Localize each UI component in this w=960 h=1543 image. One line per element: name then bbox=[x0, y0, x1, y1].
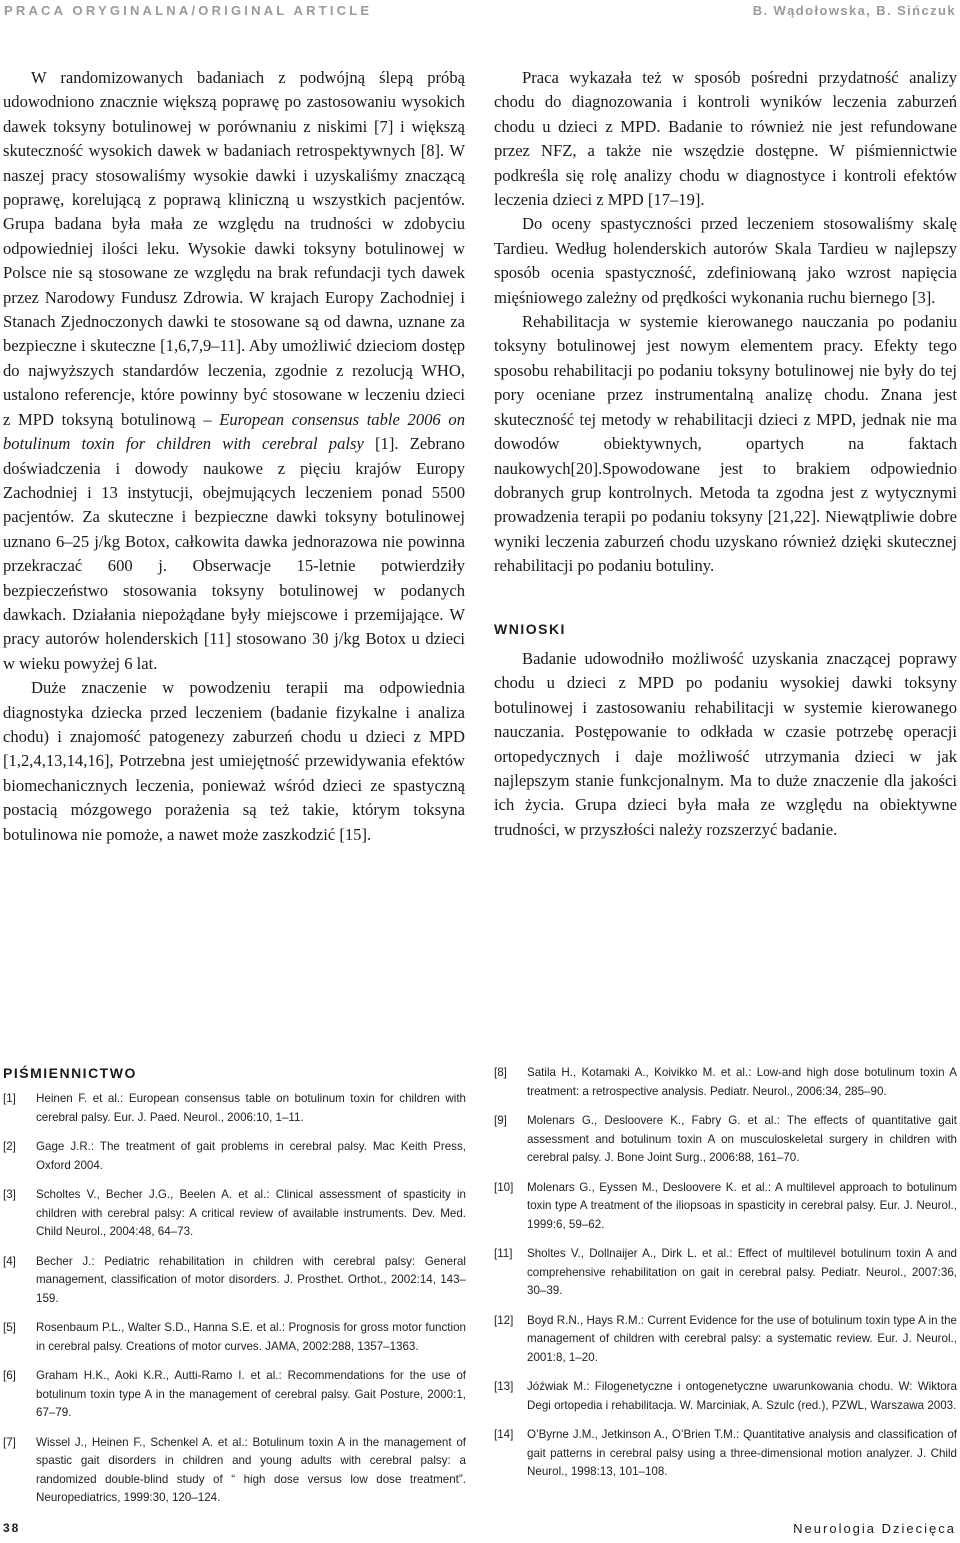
reference-number: [4] bbox=[3, 1254, 16, 1268]
reference-number: [8] bbox=[494, 1066, 507, 1079]
reference-text: Wissel J., Heinen F., Schenkel A. et al.: Botulinum toxin A in the management of spastic gait disorders in children and young adults with cerebral palsy: a randomized double-blind study of “ high dose versus low dose treatment”. Neuropediatrics, 1999:30, 120–124. bbox=[36, 1435, 466, 1504]
reference-text: Heinen F. et al.: European consensus table on botulinum toxin for children with cerebral palsy. Eur. J. Paed. Neurol., 2006:10, 1–11. bbox=[36, 1092, 466, 1124]
conclusions-heading: WNIOSKI bbox=[494, 620, 566, 637]
reference-item bbox=[3, 1138, 466, 1175]
paragraph-text: W randomizowanych badaniach z podwójną ślepą próbą udowodniono znacznie większą poprawę po zastosowaniu wysokich dawek toksyny botulinowej w porównaniu z niskimi [7] i większą skuteczność wysokich dawek w badaniach retrospektywnych [8]. W naszej pracy stosowaliśmy wysokie dawki i uzyskaliśmy znaczącą poprawę, korelującą z poprawą kliniczną u wszystkich pacjentów. Grupa badana była mała ze względu na trudności w zdobyciu odpowiedniej ilości leku. Wysokie dawki toksyny botulinowej w Polsce nie są stosowane ze względu na brak refundacji tych dawek przez Narodowy Fundusz Zdrowia. W krajach Europy Zachodniej i Stanach Zjednoczonych dawki te stosowane są od dawna, uznane za bezpieczne i skuteczne [1,6,7,9–11]. Aby umożliwić dzieciom dostęp do najwyższych standardów leczenia, zgodnie z rezolucją WHO, ustalono referencje, które powinny być stosowane w leczeniu dzieci z MPD toksyną botulinową – bbox=[3, 68, 465, 429]
italic-citation: European consensus table 2006 on botulinum toxin for children with cerebral palsy bbox=[3, 409, 465, 454]
reference-number: [3] bbox=[3, 1188, 16, 1201]
reference-text: Sholtes V., Dollnaijer A., Dirk L. et al.: Effect of multilevel botulinum toxin A and comprehensive rehabilitation on gait in cerebral palsy. Pediatr. Neurol., 2007:36, 30–39. bbox=[527, 1247, 957, 1297]
reference-text: Becher J.: Pediatric rehabilitation in children with cerebral palsy: General management, classification of motor disorders. J. Prosthet. Orthot., 2002:14, 143–159. bbox=[36, 1254, 466, 1305]
reference-item bbox=[3, 1090, 466, 1127]
journal-name: Neurologia Dziecięca bbox=[793, 1521, 956, 1536]
reference-item bbox=[3, 1367, 466, 1423]
reference-text: Molenars G., Desloovere K., Fabry G. et al.: The effects of quantitative gait assessment and botulinum toxin A on musculoskeletal surgery in children with cerebral palsy. J. Bone Joint Surg., 2006:88, 161–70. bbox=[527, 1114, 957, 1164]
reference-item bbox=[3, 1319, 466, 1356]
reference-text: O’Byrne J.M., Jetkinson A., O’Brien T.M.: Quantitative analysis and classification of gait patterns in cerebral palsy using a three-dimensional motion analyzer. J. Child Neurol., 1998:13, 101–108. bbox=[527, 1428, 957, 1478]
left-text-column bbox=[3, 66, 465, 847]
reference-item bbox=[3, 1253, 466, 1309]
reference-number: [1] bbox=[3, 1092, 16, 1105]
reference-number: [14] bbox=[494, 1428, 514, 1441]
paragraph: Do oceny spastyczności przed leczeniem stosowaliśmy skalę Tardieu. Według holenderskich autorów Skala Tardieu w najlepszy sposób ocenia spastyczność, zdefiniowaną jako wzrost napięcia mięśniowego zależny od prędkości wykonania ruchu biernego [3]. bbox=[494, 214, 957, 307]
reference-number: [2] bbox=[3, 1140, 16, 1153]
running-header-authors: B. Wądołowska, B. Sińczuk bbox=[752, 3, 956, 18]
reference-item bbox=[3, 1186, 466, 1242]
reference-number: [6] bbox=[3, 1369, 16, 1382]
reference-number: [7] bbox=[3, 1435, 16, 1449]
paragraph bbox=[3, 66, 465, 676]
reference-text: Molenars G., Eyssen M., Desloovere K. et al.: A multilevel approach to botulinum toxin type A treatment of the iliopsoas in spasticity in cerebral palsy. Eur. J. Neurol., 1999:6, 59–62. bbox=[527, 1180, 957, 1231]
reference-text: Rosenbaum P.L., Walter S.D., Hanna S.E. et al.: Prognosis for gross motor function in cerebral palsy. Creations of motor curves. JAMA, 2002:288, 1357–1363. bbox=[36, 1321, 466, 1353]
reference-number: [11] bbox=[494, 1247, 513, 1260]
reference-item bbox=[494, 1245, 957, 1301]
reference-item bbox=[494, 1312, 957, 1368]
reference-item bbox=[3, 1434, 466, 1508]
reference-item bbox=[494, 1064, 957, 1101]
reference-text: Satila H., Kotamaki A., Koivikko M. et al.: Low-and high dose botulinum toxin A treatment: a retrospective analysis. Pediatr. Neurol., 2006:34, 285–90. bbox=[527, 1066, 957, 1098]
reference-text: Graham H.K., Aoki K.R., Autti-Ramo I. et al.: Recommendations for the use of botulinum toxin type A in the management of cerebral palsy. Gait Posture, 2000:1, 67–79. bbox=[36, 1369, 466, 1419]
page-number: 38 bbox=[3, 1521, 21, 1535]
reference-number: [12] bbox=[494, 1313, 514, 1327]
paragraph: Rehabilitacja w systemie kierowanego nauczania po podaniu toksyny botulinowej jest nowym elementem pracy. Efekty tego sposobu rehabilitacji po podaniu toksyny botulinowej nie były do tej pory oceniane przez instrumentalną analizę chodu. Znana jest skuteczność tej metody w rehabilitacji dzieci z MPD, jednak nie ma dowodów obiektywnych, opartych na faktach naukowych[20].Spowodowane jest to brakiem odpowiednio dobranych grup kontrolnych. Metoda ta zgodna jest z wytycznymi prowadzenia terapii po podaniu toksyny [21,22]. Niewątpliwie dobre wyniki leczenia zaburzeń chodu uzyskano również dzięki skutecznej rehabilitacji po podaniu botuliny. bbox=[494, 312, 957, 576]
right-text-column bbox=[494, 66, 957, 842]
paragraph-text: [1]. Zebrano doświadczenia i dowody naukowe z pięciu krajów Europy Zachodniej i 13 instytucji, obejmujących leczeniem ponad 5500 pacjentów. Za skuteczne i bezpieczne dawki toksyny botulinowej uznano 6–25 j/kg Botox, całkowita dawka jednorazowa nie powinna przekraczać 600 j. Obserwacje 15-letnie potwierdziły bezpieczeństwo stosowania toksyny botulinowej w podanych dawkach. Działania niepożądane były miejscowe i przemijające. W pracy autorów holenderskich [11] stosowano 30 j/kg Botox u dzieci w wieku powyżej 6 lat. bbox=[3, 434, 465, 673]
references-list-left bbox=[3, 1090, 466, 1519]
reference-number: [13] bbox=[494, 1380, 514, 1393]
reference-text: Scholtes V., Becher J.G., Beelen A. et al.: Clinical assessment of spasticity in children with cerebral palsy: A critical review of available instruments. Dev. Med. Child Neurol., 2004:48, 64–73. bbox=[36, 1188, 466, 1238]
reference-item bbox=[494, 1179, 957, 1235]
paragraph: Praca wykazała też w sposób pośredni przydatność analizy chodu do diagnozowania i kontroli wyników leczenia zaburzeń chodu u dzieci z MPD. Badanie to również nie jest refundowane przez NFZ, a także nie wszędzie dostępne. W piśmiennictwie podkreśla się rolę analizy chodu w diagnostyce i kontroli efektów leczenia dzieci z MPD [17–19]. bbox=[494, 68, 957, 210]
reference-item bbox=[494, 1378, 957, 1415]
reference-number: [5] bbox=[3, 1321, 16, 1334]
references-list-right bbox=[494, 1064, 957, 1493]
references-heading: PIŚMIENNICTWO bbox=[3, 1065, 137, 1081]
reference-item bbox=[494, 1426, 957, 1482]
reference-text: Gage J.R.: The treatment of gait problems in cerebral palsy. Mac Keith Press, Oxford 2004. bbox=[36, 1140, 466, 1172]
reference-number: [10] bbox=[494, 1180, 514, 1194]
reference-number: [9] bbox=[494, 1114, 507, 1127]
reference-item bbox=[494, 1112, 957, 1168]
paragraph: Duże znaczenie w powodzeniu terapii ma odpowiednia diagnostyka dziecka przed leczeniem (badanie fizykalne i analiza chodu) i znajomość patogenezy zaburzeń chodu u dzieci z MPD [1,2,4,13,14,16], Potrzebna jest umiejętność przewidywania efektów biomechanicznych leczenia, ponieważ wśród dzieci ze spastyczną postacią mózgowego porażenia są też takie, którym toksyna botulinowa nie pomoże, a nawet może zaszkodzić [15]. bbox=[3, 678, 465, 844]
running-header-section: PRACA ORYGINALNA/ORIGINAL ARTICLE bbox=[4, 3, 373, 18]
reference-text: Boyd R.N., Hays R.M.: Current Evidence for the use of botulinum toxin type A in the management of children with cerebral palsy: a systematic review. Eur. J. Neurol., 2001:8, 1–20. bbox=[527, 1313, 957, 1364]
conclusions-paragraph: Badanie udowodniło możliwość uzyskania znaczącej poprawy chodu u dzieci z MPD po podaniu wysokiej dawki toksyny botulinowej i zastosowaniu rehabilitacji w systemie kierowanego nauczania. Postępowanie to odkłada w czasie potrzebę operacji ortopedycznych i daje możliwość utrzymania dzieci w jak najlepszym stanie funkcjonalnym. Ma to duże znaczenie dla jakości ich życia. Grupa dzieci była mała ze względu na obiektywne trudności, w przyszłości należy rozszerzyć badanie. bbox=[494, 648, 957, 839]
reference-text: Jóźwiak M.: Filogenetyczne i ontogenetyczne uwarunkowania chodu. W: Wiktora Degi ortopedia i rehabilitacja. W. Marciniak, A. Szulc (red.), PZWL, Warszawa 2003. bbox=[527, 1380, 957, 1412]
